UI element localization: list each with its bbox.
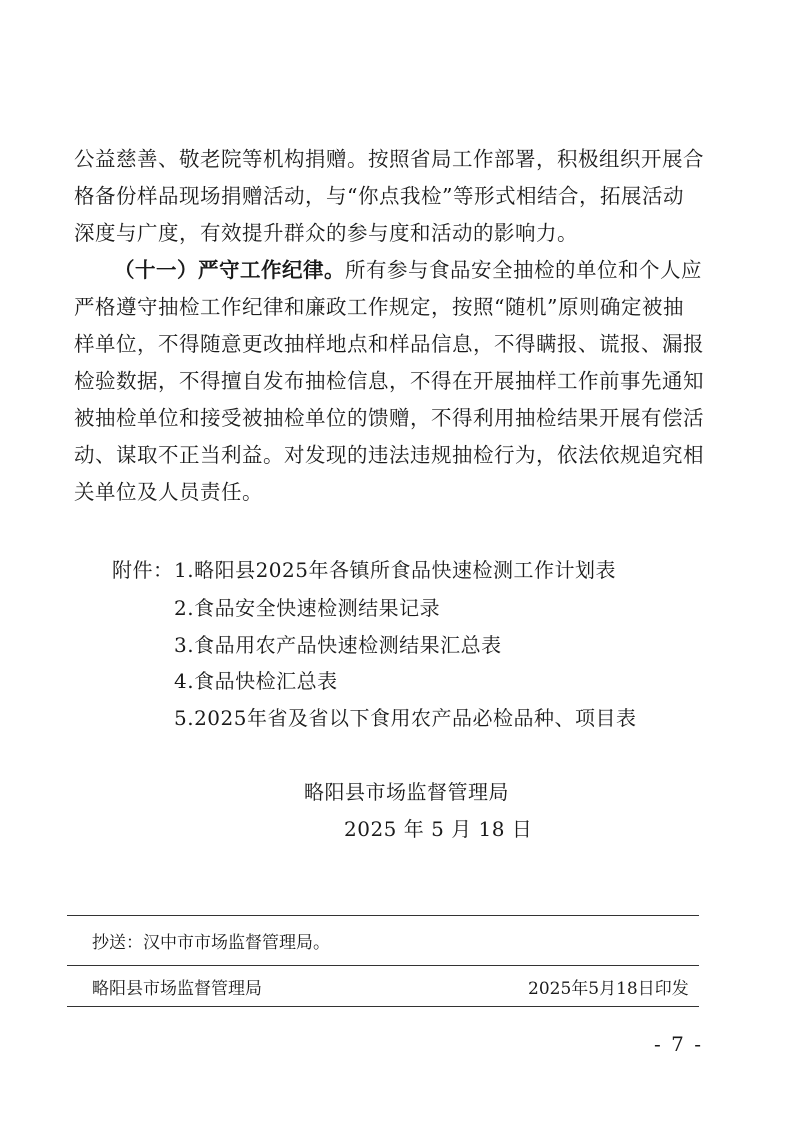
body-line: 检验数据，不得擅自发布抽检信息，不得在开展抽样工作前事先通知 bbox=[74, 369, 704, 393]
footer-middle-rule bbox=[67, 965, 699, 966]
attachment-item: 3.食品用农产品快速检测结果汇总表 bbox=[174, 633, 502, 657]
issuer: 略阳县市场监督管理局 bbox=[92, 979, 262, 999]
footer-bottom-rule bbox=[67, 1006, 699, 1007]
attachment-item: 4.食品快检汇总表 bbox=[174, 669, 338, 693]
signature-date: 2025 年 5 月 18 日 bbox=[344, 817, 533, 841]
body-line: 严格遵守抽检工作纪律和廉政工作规定，按照“随机”原则确定被抽 bbox=[74, 295, 684, 319]
issue-date: 2025年5月18日印发 bbox=[528, 979, 689, 999]
cc-line: 抄送：汉中市市场监督管理局。 bbox=[92, 933, 330, 953]
body-line: 动、谋取不正当利益。对发现的违法违规抽检行为，依法依规追究相 bbox=[74, 443, 704, 467]
section-first-line-text: 所有参与食品安全抽检的单位和个人应 bbox=[345, 258, 702, 282]
body-line: 关单位及人员责任。 bbox=[74, 480, 263, 504]
section-heading: （十一）严守工作纪律。 bbox=[114, 258, 345, 282]
attachment-item: 2.食品安全快速检测结果记录 bbox=[174, 596, 441, 620]
body-line: 样单位，不得随意更改抽样地点和样品信息，不得瞒报、谎报、漏报 bbox=[74, 332, 704, 356]
attachment-item: 1.略阳县2025年各镇所食品快速检测工作计划表 bbox=[174, 558, 616, 582]
body-line: 被抽检单位和接受被抽检单位的馈赠，不得利用抽检结果开展有偿活 bbox=[74, 406, 704, 430]
attachment-item: 5.2025年省及省以下食用农产品必检品种、项目表 bbox=[174, 706, 637, 730]
page-number: - 7 - bbox=[654, 1032, 703, 1056]
signature-org: 略阳县市场监督管理局 bbox=[304, 780, 509, 804]
attachments-label: 附件： bbox=[112, 558, 174, 582]
body-line: 深度与广度，有效提升群众的参与度和活动的影响力。 bbox=[74, 221, 578, 245]
body-line: 公益慈善、敬老院等机构捐赠。按照省局工作部署，积极组织开展合 bbox=[74, 147, 704, 171]
footer-top-rule bbox=[67, 915, 699, 916]
body-line: 格备份样品现场捐赠活动，与“你点我检”等形式相结合，拓展活动 bbox=[74, 184, 684, 208]
section-first-line bbox=[114, 256, 704, 284]
